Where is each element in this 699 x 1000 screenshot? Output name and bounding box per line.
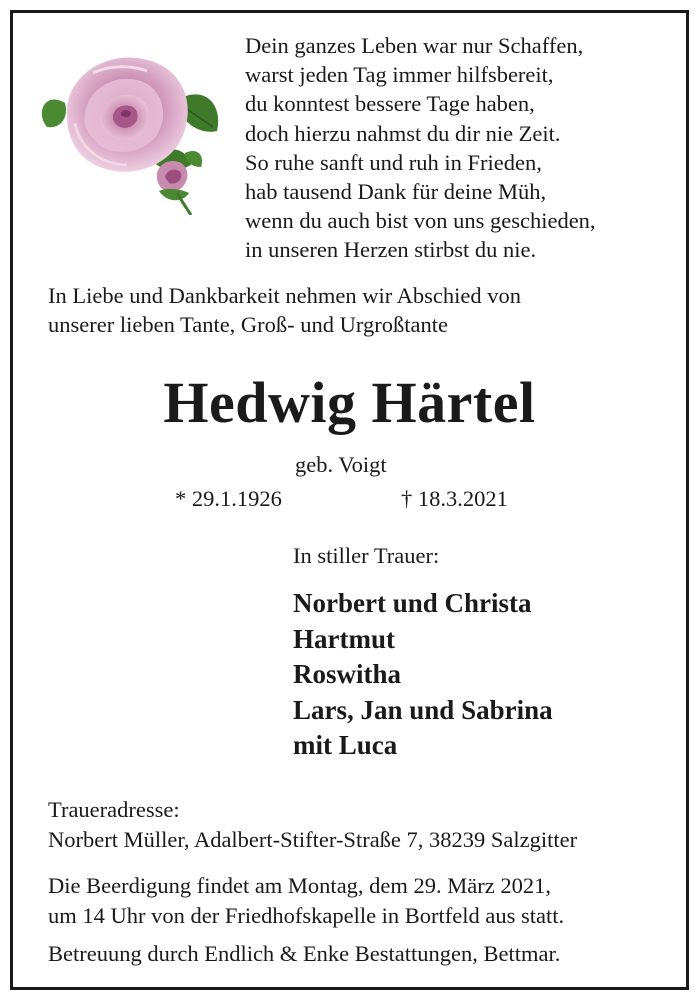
address-label: Traueradresse: — [48, 797, 180, 822]
intro-line: In Liebe und Dankbarkeit nehmen wir Abschied von — [48, 283, 521, 308]
poem-line: in unseren Herzen stirbst du nie. — [245, 237, 537, 263]
mourners-list — [293, 586, 553, 764]
funeral-line: um 14 Uhr von der Friedhofskapelle in Bortfeld aus statt. — [48, 903, 565, 928]
funeral-info — [48, 871, 564, 931]
mourner-name: Norbert und Christa — [293, 588, 532, 618]
poem-line: warst jeden Tag immer hilfsbereit, — [245, 62, 554, 88]
poem-line: wenn du auch bist von uns geschieden, — [245, 208, 596, 234]
poem — [245, 31, 596, 265]
poem-line: Dein ganzes Leben war nur Schaffen, — [245, 33, 584, 58]
mourner-name: Lars, Jan und Sabrina — [293, 694, 553, 725]
poem-line: hab tausend Dank für deine Müh, — [245, 179, 547, 205]
farewell-intro — [48, 281, 521, 339]
birth-date: * 29.1.1926 — [175, 486, 282, 511]
poem-line: So ruhe sanft und ruh in Frieden, — [245, 149, 542, 175]
obituary-notice — [10, 10, 689, 990]
maiden-name: geb. Voigt — [295, 452, 387, 477]
death-date: † 18.3.2021 — [401, 486, 508, 511]
mourner-name: mit Luca — [293, 730, 398, 760]
undertaker-note: Betreuung durch Endlich & Enke Bestattungen, Bettmar. — [48, 941, 561, 966]
funeral-line: Die Beerdigung findet am Montag, dem 29. März 2021, — [48, 873, 552, 898]
mourning-address — [48, 795, 577, 854]
intro-line: unserer lieben Tante, Groß- und Urgroßtante — [48, 312, 448, 337]
deceased-name: Hedwig Härtel — [163, 370, 536, 435]
poem-line: doch hierzu nahmst du dir nie Zeit. — [245, 120, 561, 146]
rose-flower-icon — [35, 43, 231, 215]
mourner-name: Hartmut — [293, 623, 395, 654]
address-value: Norbert Müller, Adalbert-Stifter-Straße 7, 38239 Salzgitter — [48, 826, 578, 852]
poem-line: du konntest bessere Tage haben, — [245, 91, 535, 117]
mourning-label: In stiller Trauer: — [293, 543, 440, 568]
mourner-name: Roswitha — [293, 659, 402, 689]
